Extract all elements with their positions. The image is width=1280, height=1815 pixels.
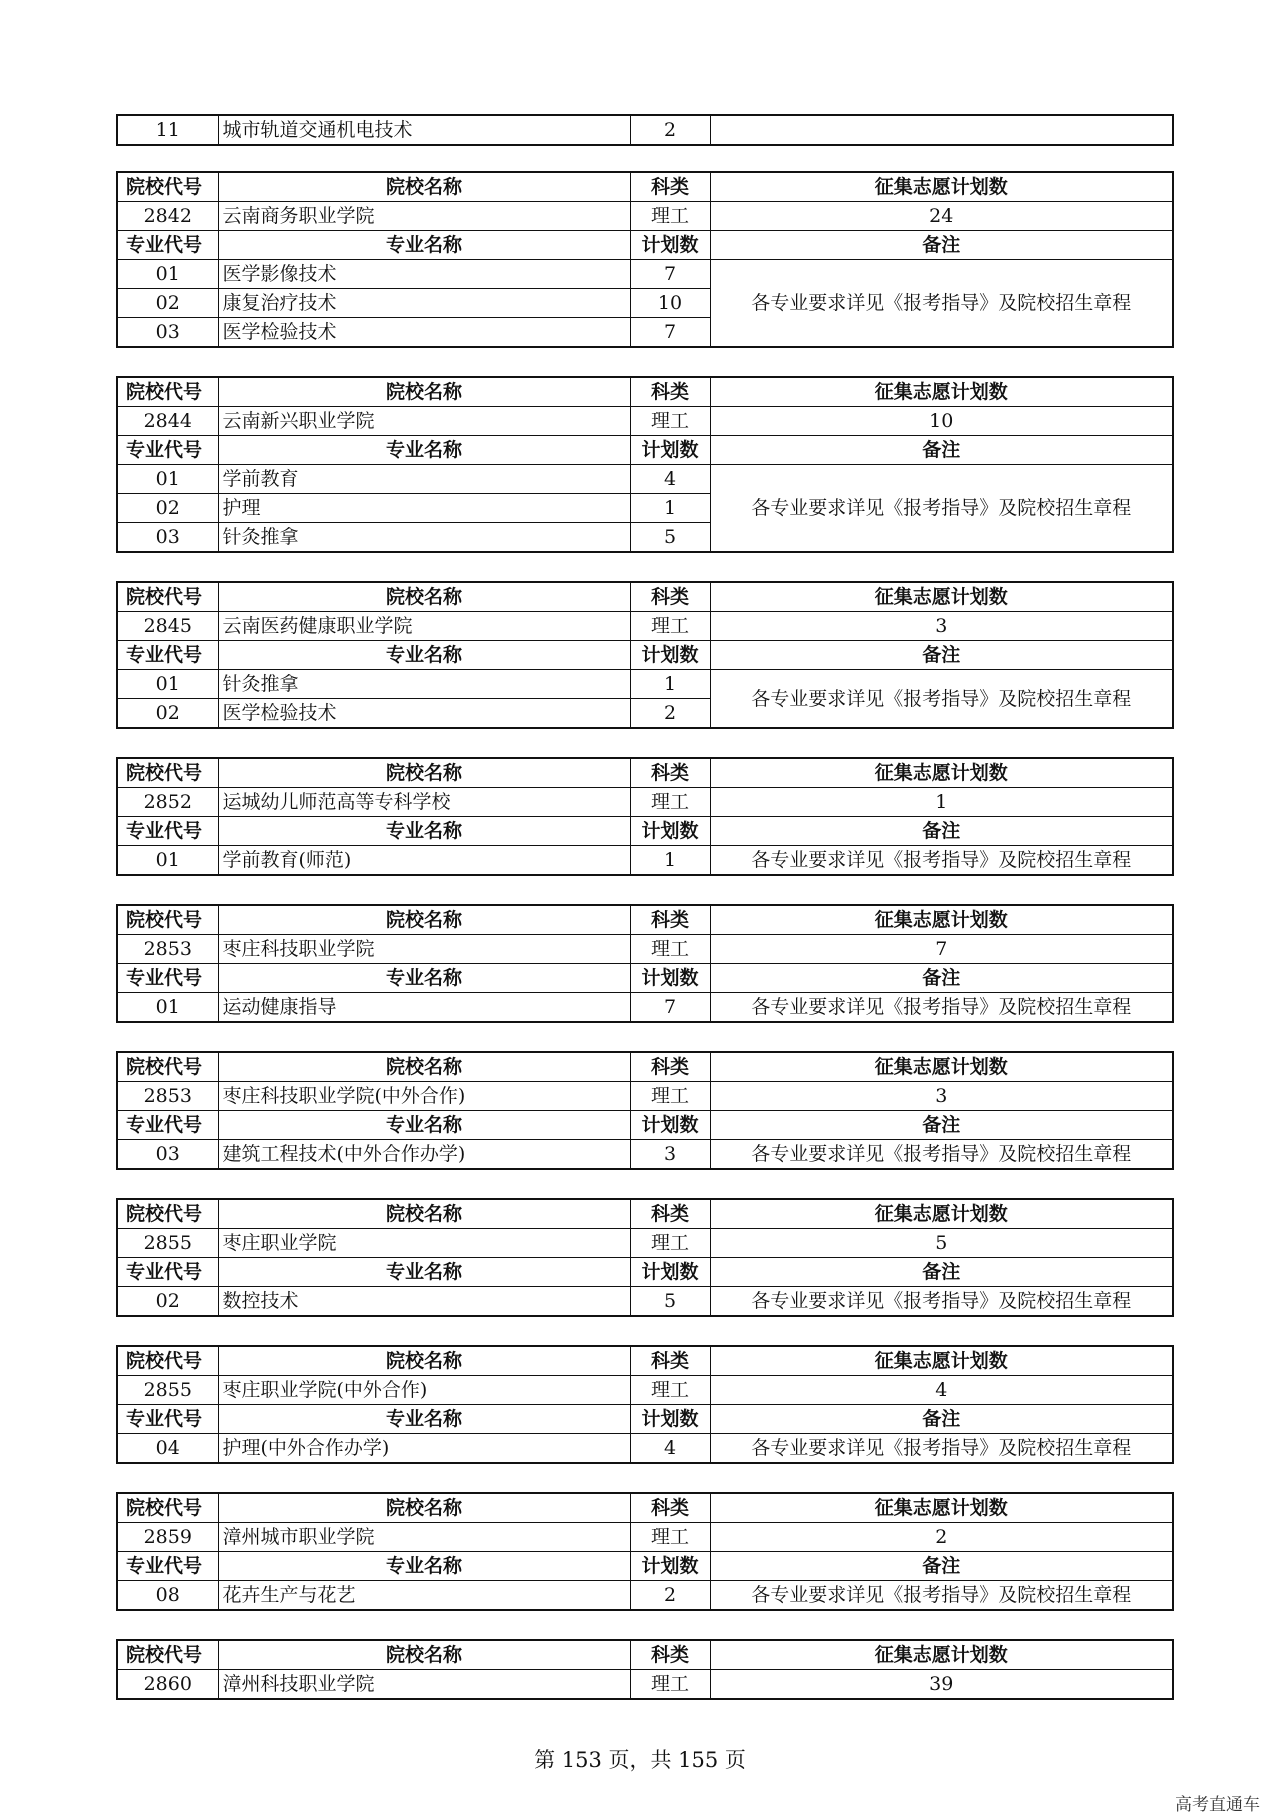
plan-count: 10	[630, 289, 710, 318]
major-name: 学前教育	[218, 465, 630, 494]
school-category: 理工	[630, 935, 710, 964]
major-row	[117, 1581, 1173, 1611]
header-plan-total: 征集志愿计划数	[710, 1052, 1173, 1082]
school-code: 2853	[117, 935, 218, 964]
school-header-row	[117, 1640, 1173, 1670]
header-plan-total: 征集志愿计划数	[710, 758, 1173, 788]
school-category: 理工	[630, 202, 710, 231]
plan-count: 2	[630, 699, 710, 729]
header-plan-count: 计划数	[630, 1258, 710, 1287]
header-major-code: 专业代号	[117, 231, 218, 260]
header-major-code: 专业代号	[117, 641, 218, 670]
header-plan-total: 征集志愿计划数	[710, 1640, 1173, 1670]
school-info-row	[117, 1376, 1173, 1405]
header-school-code: 院校代号	[117, 1640, 218, 1670]
school-name: 枣庄职业学院	[218, 1229, 630, 1258]
major-header-row	[117, 1111, 1173, 1140]
plan-count: 7	[630, 318, 710, 348]
header-category: 科类	[630, 1493, 710, 1523]
school-header-row	[117, 1199, 1173, 1229]
school-name: 云南医药健康职业学院	[218, 612, 630, 641]
header-school-name: 院校名称	[218, 1052, 630, 1082]
school-name: 运城幼儿师范高等专科学校	[218, 788, 630, 817]
header-remark: 备注	[710, 964, 1173, 993]
school-block	[116, 1345, 1174, 1464]
major-header-row	[117, 231, 1173, 260]
major-header-row	[117, 436, 1173, 465]
major-code: 08	[117, 1581, 218, 1611]
school-info-row	[117, 202, 1173, 231]
header-category: 科类	[630, 1052, 710, 1082]
major-row	[117, 1287, 1173, 1317]
school-code: 2842	[117, 202, 218, 231]
school-code: 2844	[117, 407, 218, 436]
major-name: 花卉生产与花艺	[218, 1581, 630, 1611]
header-plan-total: 征集志愿计划数	[710, 905, 1173, 935]
major-header-row	[117, 1405, 1173, 1434]
major-code: 03	[117, 1140, 218, 1170]
header-remark: 备注	[710, 231, 1173, 260]
school-code: 2855	[117, 1229, 218, 1258]
plan-count: 7	[630, 260, 710, 289]
header-plan-count: 计划数	[630, 1552, 710, 1581]
school-plan-total: 24	[710, 202, 1173, 231]
header-plan-count: 计划数	[630, 964, 710, 993]
school-info-row	[117, 1229, 1173, 1258]
school-category: 理工	[630, 1376, 710, 1405]
school-info-row	[117, 1670, 1173, 1700]
school-info-row	[117, 407, 1173, 436]
major-code: 01	[117, 846, 218, 876]
school-info-row	[117, 935, 1173, 964]
plan-count: 5	[630, 523, 710, 553]
school-plan-total: 7	[710, 935, 1173, 964]
major-row	[117, 670, 1173, 699]
header-category: 科类	[630, 377, 710, 407]
major-header-row	[117, 641, 1173, 670]
school-header-row	[117, 377, 1173, 407]
major-name: 建筑工程技术(中外合作办学)	[218, 1140, 630, 1170]
school-code: 2855	[117, 1376, 218, 1405]
header-plan-count: 计划数	[630, 231, 710, 260]
school-block	[116, 757, 1174, 876]
plan-count: 3	[630, 1140, 710, 1170]
major-row	[117, 115, 1173, 145]
school-plan-total: 2	[710, 1523, 1173, 1552]
school-block	[116, 1492, 1174, 1611]
header-major-name: 专业名称	[218, 1258, 630, 1287]
major-row	[117, 465, 1173, 494]
header-plan-count: 计划数	[630, 817, 710, 846]
header-major-code: 专业代号	[117, 1552, 218, 1581]
header-school-code: 院校代号	[117, 377, 218, 407]
header-plan-total: 征集志愿计划数	[710, 1346, 1173, 1376]
school-plan-total: 39	[710, 1670, 1173, 1700]
school-header-row	[117, 582, 1173, 612]
school-header-row	[117, 1493, 1173, 1523]
header-remark: 备注	[710, 641, 1173, 670]
header-school-name: 院校名称	[218, 758, 630, 788]
school-plan-total: 3	[710, 1082, 1173, 1111]
major-name: 医学检验技术	[218, 699, 630, 729]
header-category: 科类	[630, 905, 710, 935]
header-plan-count: 计划数	[630, 1405, 710, 1434]
header-major-code: 专业代号	[117, 436, 218, 465]
header-category: 科类	[630, 1346, 710, 1376]
header-major-name: 专业名称	[218, 641, 630, 670]
major-code: 11	[117, 115, 218, 145]
plan-count: 1	[630, 670, 710, 699]
school-category: 理工	[630, 788, 710, 817]
header-category: 科类	[630, 1640, 710, 1670]
school-name: 漳州科技职业学院	[218, 1670, 630, 1700]
school-plan-total: 5	[710, 1229, 1173, 1258]
remark-text: 各专业要求详见《报考指导》及院校招生章程	[710, 1581, 1173, 1611]
major-name: 医学影像技术	[218, 260, 630, 289]
watermark-text: 高考直通车	[1175, 1795, 1260, 1815]
header-school-code: 院校代号	[117, 1493, 218, 1523]
header-school-code: 院校代号	[117, 905, 218, 935]
school-category: 理工	[630, 407, 710, 436]
school-header-row	[117, 758, 1173, 788]
school-plan-total: 4	[710, 1376, 1173, 1405]
header-major-name: 专业名称	[218, 231, 630, 260]
major-name: 护理(中外合作办学)	[218, 1434, 630, 1464]
plan-count: 7	[630, 993, 710, 1023]
remark-text: 各专业要求详见《报考指导》及院校招生章程	[710, 260, 1173, 348]
header-category: 科类	[630, 582, 710, 612]
header-remark: 备注	[710, 817, 1173, 846]
major-code: 02	[117, 1287, 218, 1317]
header-school-name: 院校名称	[218, 1640, 630, 1670]
header-major-name: 专业名称	[218, 436, 630, 465]
header-school-code: 院校代号	[117, 1346, 218, 1376]
major-code: 04	[117, 1434, 218, 1464]
header-remark: 备注	[710, 1258, 1173, 1287]
header-major-code: 专业代号	[117, 1258, 218, 1287]
header-remark: 备注	[710, 436, 1173, 465]
school-code: 2853	[117, 1082, 218, 1111]
header-school-code: 院校代号	[117, 172, 218, 202]
school-code: 2859	[117, 1523, 218, 1552]
major-code: 02	[117, 289, 218, 318]
header-category: 科类	[630, 1199, 710, 1229]
remark-text: 各专业要求详见《报考指导》及院校招生章程	[710, 465, 1173, 553]
school-name: 漳州城市职业学院	[218, 1523, 630, 1552]
plan-count: 2	[630, 1581, 710, 1611]
header-category: 科类	[630, 758, 710, 788]
major-header-row	[117, 964, 1173, 993]
major-name: 城市轨道交通机电技术	[218, 115, 630, 145]
remark-text: 各专业要求详见《报考指导》及院校招生章程	[710, 846, 1173, 876]
school-code: 2852	[117, 788, 218, 817]
school-plan-total: 1	[710, 788, 1173, 817]
header-remark: 备注	[710, 1405, 1173, 1434]
header-plan-count: 计划数	[630, 1111, 710, 1140]
major-code: 02	[117, 699, 218, 729]
school-header-row	[117, 905, 1173, 935]
major-code: 01	[117, 670, 218, 699]
remark-text: 各专业要求详见《报考指导》及院校招生章程	[710, 1287, 1173, 1317]
major-code: 03	[117, 523, 218, 553]
header-school-code: 院校代号	[117, 1199, 218, 1229]
school-block	[116, 581, 1174, 729]
major-row	[117, 846, 1173, 876]
school-category: 理工	[630, 1082, 710, 1111]
page-footer: 第 153 页，共 155 页	[534, 1748, 746, 1772]
header-major-name: 专业名称	[218, 1552, 630, 1581]
school-category: 理工	[630, 612, 710, 641]
header-major-name: 专业名称	[218, 1111, 630, 1140]
school-block	[116, 904, 1174, 1023]
major-row	[117, 260, 1173, 289]
header-plan-total: 征集志愿计划数	[710, 172, 1173, 202]
major-name: 针灸推拿	[218, 670, 630, 699]
header-school-name: 院校名称	[218, 1199, 630, 1229]
header-school-name: 院校名称	[218, 582, 630, 612]
school-code: 2845	[117, 612, 218, 641]
header-major-code: 专业代号	[117, 817, 218, 846]
header-school-name: 院校名称	[218, 172, 630, 202]
school-category: 理工	[630, 1670, 710, 1700]
school-info-row	[117, 788, 1173, 817]
school-info-row	[117, 1082, 1173, 1111]
header-major-code: 专业代号	[117, 964, 218, 993]
school-block	[116, 171, 1174, 348]
major-header-row	[117, 1552, 1173, 1581]
school-category: 理工	[630, 1523, 710, 1552]
plan-count: 2	[630, 115, 710, 145]
header-major-name: 专业名称	[218, 964, 630, 993]
continued-table	[116, 114, 1174, 146]
header-remark: 备注	[710, 1552, 1173, 1581]
major-code: 01	[117, 260, 218, 289]
remark-text: 各专业要求详见《报考指导》及院校招生章程	[710, 1140, 1173, 1170]
header-school-name: 院校名称	[218, 1493, 630, 1523]
admission-tables	[116, 114, 1172, 1728]
header-plan-total: 征集志愿计划数	[710, 582, 1173, 612]
school-name: 云南新兴职业学院	[218, 407, 630, 436]
major-code: 01	[117, 993, 218, 1023]
school-name: 枣庄职业学院(中外合作)	[218, 1376, 630, 1405]
remark-text: 各专业要求详见《报考指导》及院校招生章程	[710, 670, 1173, 729]
major-row	[117, 993, 1173, 1023]
major-name: 康复治疗技术	[218, 289, 630, 318]
major-header-row	[117, 817, 1173, 846]
header-remark: 备注	[710, 1111, 1173, 1140]
header-school-code: 院校代号	[117, 1052, 218, 1082]
school-name: 枣庄科技职业学院(中外合作)	[218, 1082, 630, 1111]
header-major-name: 专业名称	[218, 1405, 630, 1434]
plan-count: 1	[630, 846, 710, 876]
school-block	[116, 1051, 1174, 1170]
major-name: 针灸推拿	[218, 523, 630, 553]
header-plan-total: 征集志愿计划数	[710, 377, 1173, 407]
remark-text: 各专业要求详见《报考指导》及院校招生章程	[710, 993, 1173, 1023]
header-school-name: 院校名称	[218, 377, 630, 407]
header-school-code: 院校代号	[117, 582, 218, 612]
school-plan-total: 10	[710, 407, 1173, 436]
header-school-code: 院校代号	[117, 758, 218, 788]
school-block	[116, 1198, 1174, 1317]
major-code: 02	[117, 494, 218, 523]
header-major-name: 专业名称	[218, 817, 630, 846]
header-school-name: 院校名称	[218, 1346, 630, 1376]
major-name: 运动健康指导	[218, 993, 630, 1023]
school-category: 理工	[630, 1229, 710, 1258]
major-name: 护理	[218, 494, 630, 523]
school-info-row	[117, 1523, 1173, 1552]
major-name: 学前教育(师范)	[218, 846, 630, 876]
header-school-name: 院校名称	[218, 905, 630, 935]
plan-count: 4	[630, 465, 710, 494]
school-name: 云南商务职业学院	[218, 202, 630, 231]
major-code: 03	[117, 318, 218, 348]
school-plan-total: 3	[710, 612, 1173, 641]
school-header-row	[117, 172, 1173, 202]
school-header-row	[117, 1052, 1173, 1082]
major-name: 医学检验技术	[218, 318, 630, 348]
remark-text: 各专业要求详见《报考指导》及院校招生章程	[710, 1434, 1173, 1464]
school-block	[116, 1639, 1174, 1700]
school-name: 枣庄科技职业学院	[218, 935, 630, 964]
major-row	[117, 1434, 1173, 1464]
header-plan-count: 计划数	[630, 436, 710, 465]
school-block	[116, 376, 1174, 553]
major-code: 01	[117, 465, 218, 494]
plan-count: 4	[630, 1434, 710, 1464]
header-plan-count: 计划数	[630, 641, 710, 670]
header-major-code: 专业代号	[117, 1111, 218, 1140]
header-plan-total: 征集志愿计划数	[710, 1493, 1173, 1523]
header-plan-total: 征集志愿计划数	[710, 1199, 1173, 1229]
major-header-row	[117, 1258, 1173, 1287]
major-row	[117, 1140, 1173, 1170]
school-code: 2860	[117, 1670, 218, 1700]
header-category: 科类	[630, 172, 710, 202]
plan-count: 5	[630, 1287, 710, 1317]
plan-count: 1	[630, 494, 710, 523]
school-header-row	[117, 1346, 1173, 1376]
school-info-row	[117, 612, 1173, 641]
header-major-code: 专业代号	[117, 1405, 218, 1434]
remark-cell	[710, 115, 1173, 145]
major-name: 数控技术	[218, 1287, 630, 1317]
